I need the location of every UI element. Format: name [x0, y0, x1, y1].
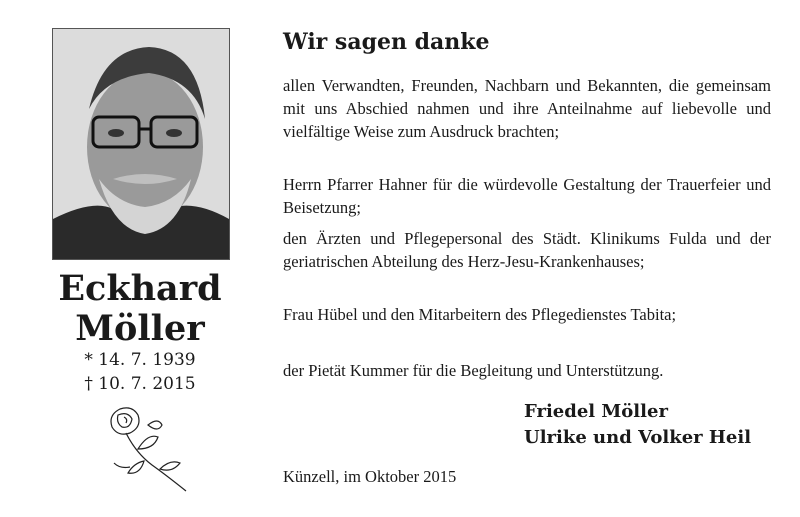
thanks-paragraph: allen Verwandten, Freunden, Nachbarn und Bekannten, die gemeinsam mit uns Abschied nahmen und ihre Anteilnahme auf liebevolle und vielfältige Weise zum Ausdruck brachten; [283, 76, 771, 141]
deceased-last-name: Möller [75, 308, 205, 349]
thanks-paragraph: Frau Hübel und den Mitarbeitern des Pflegedienstes Tabita; [283, 305, 677, 324]
portrait-photo [52, 28, 230, 260]
thanks-paragraph: der Pietät Kummer für die Begleitung und Unterstützung. [283, 361, 664, 380]
thanks-paragraph: den Ärzten und Pflegepersonal des Städt. Klinikums Fulda und der geriatrischen Abteilung des Herz-Jesu-Krankenhauses; [283, 229, 771, 271]
death-date: † 10. 7. 2015 [84, 374, 196, 394]
place-and-date: Künzell, im Oktober 2015 [283, 467, 457, 486]
thanks-paragraph: Herrn Pfarrer Hahner für die würdevolle Gestaltung der Trauerfeier und Beisetzung; [283, 175, 771, 217]
deceased-first-name: Eckhard [58, 268, 222, 309]
rose-illustration [100, 403, 190, 497]
birth-date: * 14. 7. 1939 [84, 350, 196, 370]
signatory: Ulrike und Volker Heil [524, 427, 752, 448]
signatory: Friedel Möller [524, 401, 668, 422]
notice-heading: Wir sagen danke [283, 29, 490, 55]
